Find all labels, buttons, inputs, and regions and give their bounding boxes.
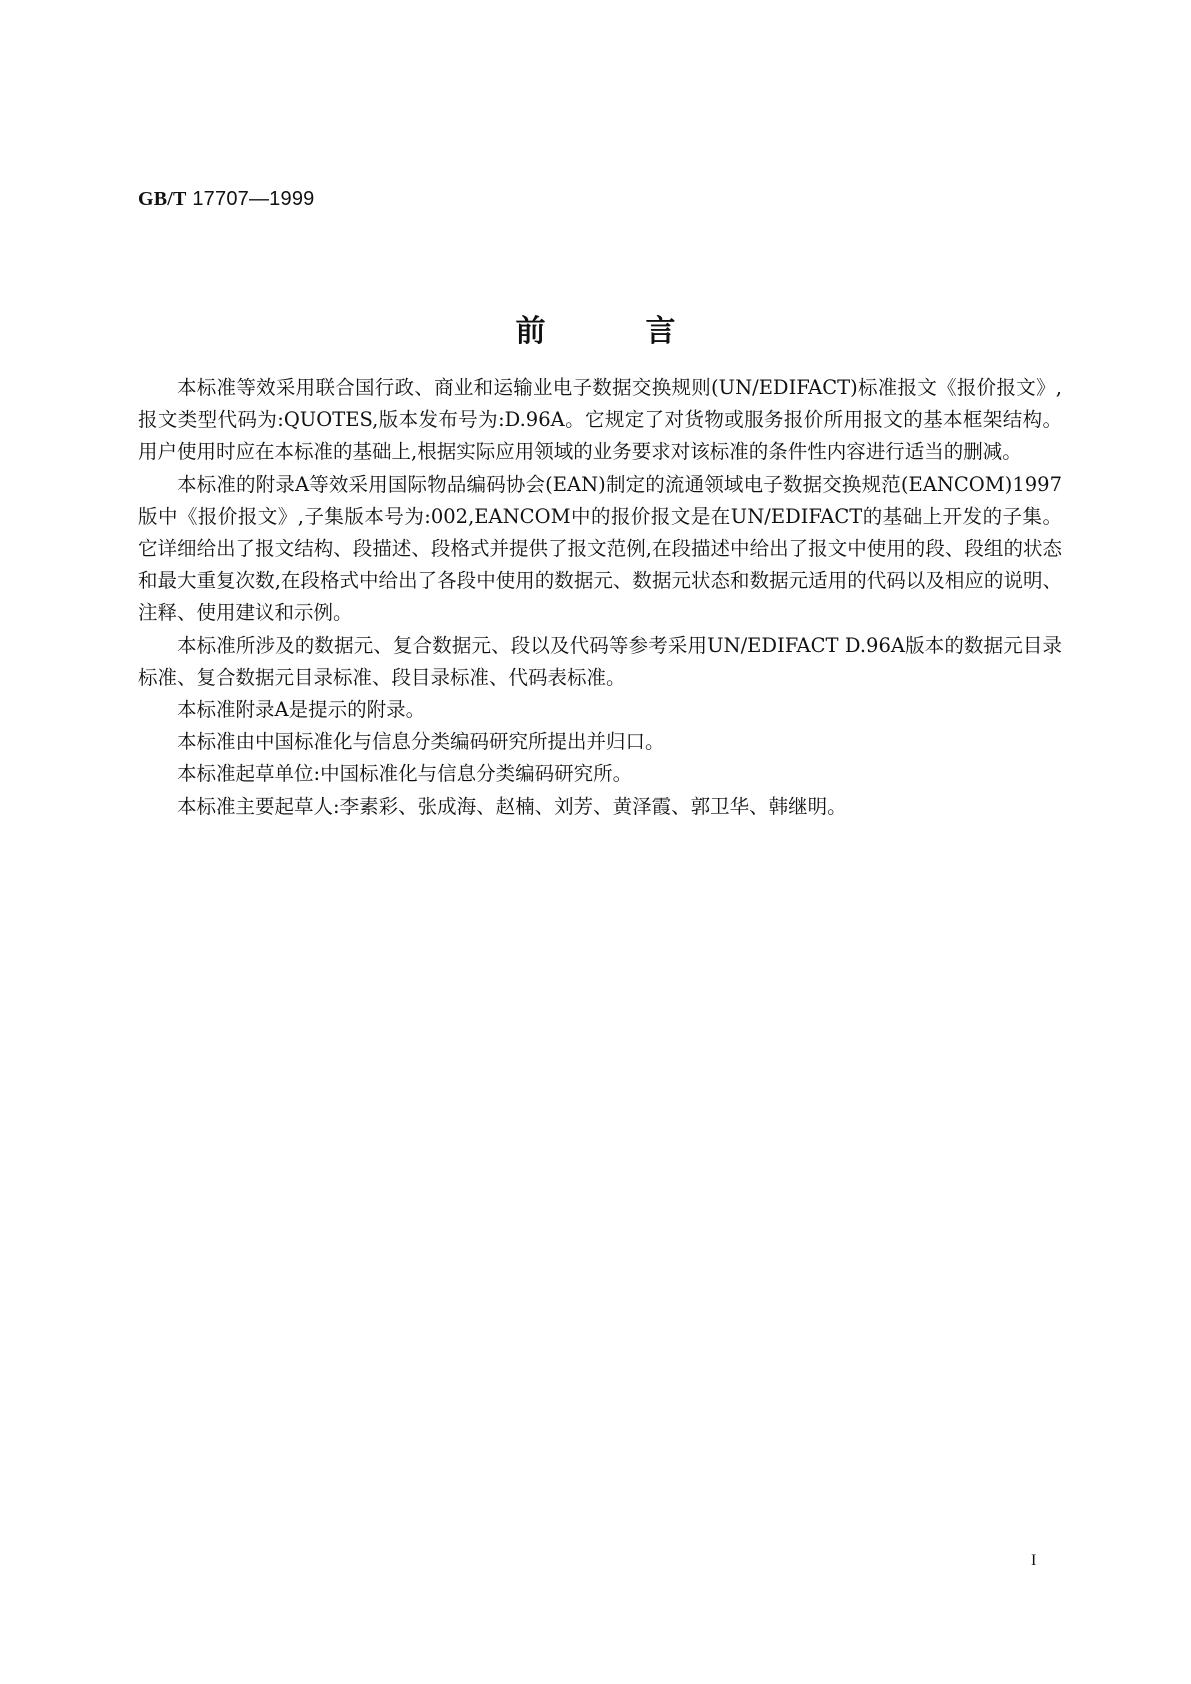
paragraph-annex-informative: 本标准附录A是提示的附录。 bbox=[177, 698, 426, 722]
paragraph-proposer: 本标准由中国标准化与信息分类编码研究所提出并归口。 bbox=[177, 730, 665, 754]
standard-year-number: 17707—1999 bbox=[192, 188, 315, 210]
paragraph-annex-a: 本标准的附录A等效采用国际物品编码协会(EAN)制定的流通领域电子数据交换规范(EANCOM)1997版中《报价报文》,子集版本号为:002,EANCOM中的报价报文是在UN/EDIFACT的基础上开发的子集。它详细给出了报文结构、段描述、段格式并提供了报文范例,在段描述中给出了报文中使用的段、段组的状态和最大重复次数,在段格式中给出了各段中使用的数据元、数据元状态和数据元适用的代码以及相应的说明、注释、使用建议和示例。 bbox=[138, 472, 1062, 625]
page-number: I bbox=[1031, 1552, 1037, 1569]
foreword-body bbox=[138, 372, 1062, 823]
page-title: 前言 bbox=[515, 314, 776, 349]
standard-number bbox=[138, 188, 314, 211]
paragraph-adoption: 本标准等效采用联合国行政、商业和运输业电子数据交换规则(UN/EDIFACT)标准报文《报价报文》,报文类型代码为:QUOTES,版本发布号为:D.96A。它规定了对货物或服务报价所用报文的基本框架结构。用户使用时应在本标准的基础上,根据实际应用领域的业务要求对该标准的条件性内容进行适当的删减。 bbox=[138, 376, 1062, 464]
paragraph-drafting-unit: 本标准起草单位:中国标准化与信息分类编码研究所。 bbox=[177, 762, 633, 786]
standard-code: GB/T bbox=[138, 188, 187, 210]
paragraph-references: 本标准所涉及的数据元、复合数据元、段以及代码等参考采用UN/EDIFACT D.96A版本的数据元目录标准、复合数据元目录标准、段目录标准、代码表标准。 bbox=[138, 633, 1062, 689]
paragraph-drafters: 本标准主要起草人:李素彩、张成海、赵楠、刘芳、黄泽霞、郭卫华、韩继明。 bbox=[177, 794, 847, 818]
